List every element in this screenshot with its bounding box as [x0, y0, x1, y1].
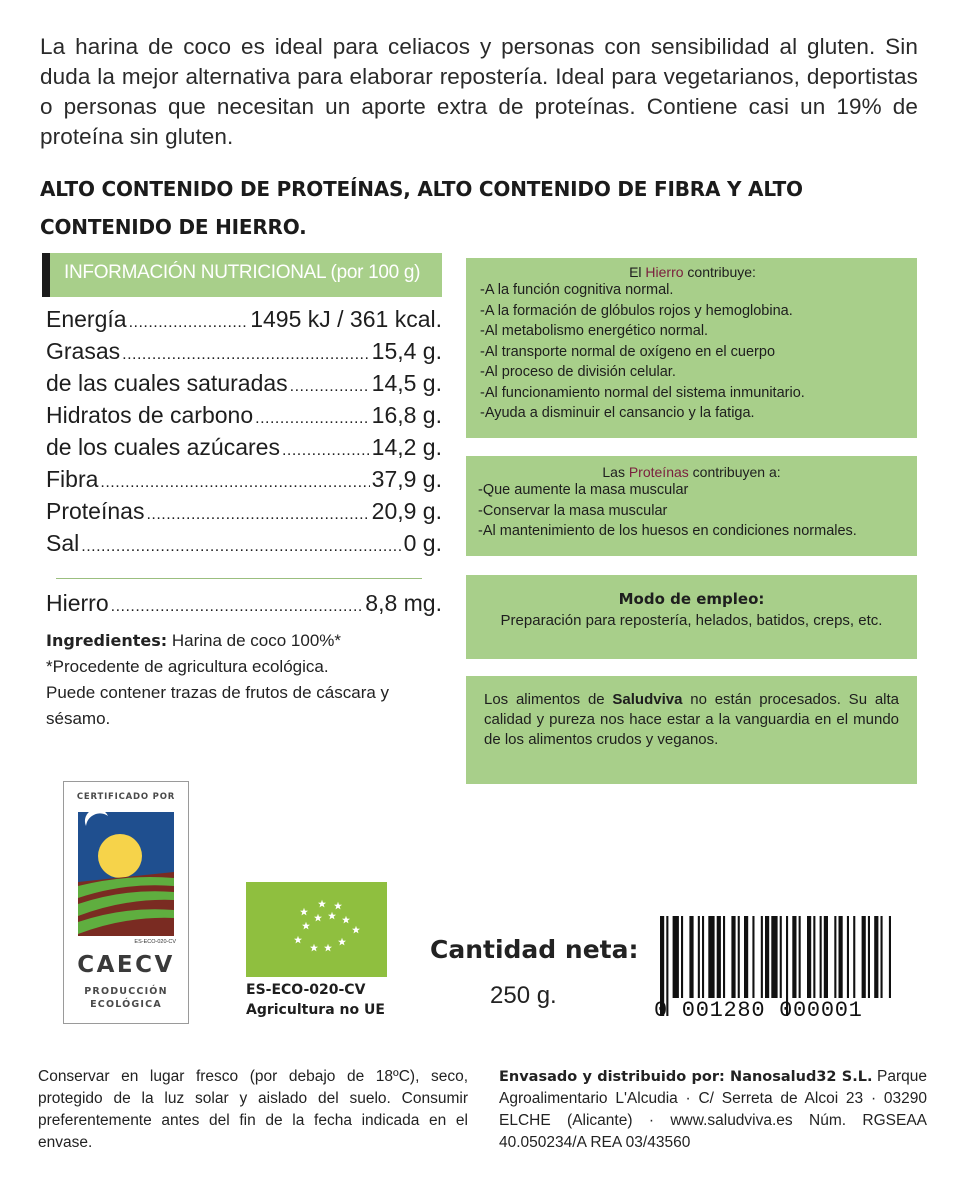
saludviva-post: no están procesados. Su alta calidad y pureza nos hace estar a la vanguardia en el mundo de los alimentos crudos y veganos. [484, 691, 899, 748]
saludviva-pre: Los alimentos de [484, 691, 613, 708]
nutrition-row [46, 402, 442, 434]
saludviva-brand: Saludviva [612, 691, 683, 708]
iron-benefits-box [466, 258, 917, 438]
title-pre: Las [602, 464, 629, 480]
packer-info [499, 1066, 927, 1154]
protein-benefits-box [466, 456, 917, 556]
nutrient-value: 15,4 g. [371, 338, 442, 364]
title-post: contribuyen a: [688, 464, 781, 480]
leader-dots [100, 474, 369, 492]
eu-origin: Agricultura no UE [246, 1002, 385, 1018]
nutrient-value: 20,9 g. [371, 498, 442, 524]
nutrient-label: Hierro [46, 590, 109, 616]
title-post: contribuye: [683, 264, 756, 280]
nutrient-label: Fibra [46, 466, 99, 492]
eu-organic-leaf-logo [246, 882, 387, 977]
ingredients-text: Harina de coco 100%* [167, 631, 342, 650]
health-claims: ALTO CONTENIDO DE PROTEÍNAS, ALTO CONTENIDO DE FIBRA Y ALTO CONTENIDO DE HIERRO. [40, 177, 803, 239]
leader-dots [255, 410, 370, 428]
leader-dots [122, 346, 370, 364]
nutrient-value: 8,8 mg. [365, 590, 442, 616]
list-item: -Al mantenimiento de los huesos en condiciones normales. [478, 523, 857, 539]
nutrition-row [46, 466, 442, 498]
packer-text: Parque Agroalimentario L'Alcudia · C/ Serreta de Alcoi 23 · 03290 ELCHE (Alicante) · www.saludviva.es Núm. RGSEAA 40.050234/A REA 03/43560 [499, 1068, 928, 1151]
prod-line-2: ECOLÓGICA [90, 999, 162, 1010]
nutrient-label: Energía [46, 306, 127, 332]
eu-code: ES-ECO-020-CV [246, 982, 366, 998]
nutrient-value: 37,9 g. [371, 466, 442, 492]
caecv-certification-logo [63, 781, 189, 1024]
nutrient-label: Proteínas [46, 498, 145, 524]
list-item: -A la función cognitiva normal. [480, 282, 674, 298]
list-item: -Al proceso de división celular. [480, 364, 676, 380]
leader-dots [290, 378, 370, 396]
nutrient-label: Grasas [46, 338, 121, 364]
leader-dots [282, 442, 370, 460]
list-item: -Al transporte normal de oxígeno en el cuerpo [480, 343, 776, 360]
title-pre: El [629, 264, 646, 280]
ingredients-label: Ingredientes: [46, 631, 168, 650]
net-quantity-value: 250 g. [490, 982, 557, 1009]
nutrient-value: 1495 kJ / 361 kcal. [250, 306, 442, 332]
nutrition-row [46, 338, 442, 370]
packer-label: Envasado y distribuido por: Nanosalud32 S.L. [499, 1069, 873, 1085]
nutrition-divider [56, 578, 422, 579]
allergen-note: Puede contener trazas de frutos de cáscara y sésamo. [46, 683, 390, 728]
nutrition-row [46, 370, 442, 402]
nutrition-row [46, 498, 442, 530]
nutrient-value: 14,5 g. [371, 370, 442, 396]
leader-dots [81, 538, 401, 556]
net-quantity-label: Cantidad neta: [430, 935, 639, 964]
nutrient-value: 16,8 g. [371, 402, 442, 428]
ingredients-line [46, 628, 446, 654]
list-item: -Ayuda a disminuir el cansancio y la fatiga. [480, 405, 755, 421]
certified-by-label: CERTIFICADO POR [76, 792, 176, 802]
leader-dots [129, 314, 249, 332]
caecv-code: ES-ECO-020-CV [134, 939, 176, 945]
nutrient-label: de las cuales saturadas [46, 370, 288, 396]
caecv-landscape-icon [78, 812, 174, 936]
list-item: -A la formación de glóbulos rojos y hemoglobina. [480, 302, 793, 319]
list-item: -Conservar la masa muscular [478, 502, 668, 519]
title-highlight: Proteínas [628, 464, 689, 480]
nutrition-header-label: INFORMACIÓN NUTRICIONAL (por 100 g) [64, 262, 421, 283]
iron-row [46, 590, 442, 622]
nutrition-row [46, 434, 442, 466]
iron-box-title [480, 264, 905, 280]
saludviva-box [466, 676, 917, 784]
usage-title: Modo de empleo: [618, 590, 765, 608]
intro-paragraph: La harina de coco es ideal para celiacos y personas con sensibilidad al gluten. Sin duda la mejor alternativa para elaborar repostería. Ideal para vegetarianos, deportistas o personas que necesitan un aporte extra de proteínas. Contiene casi un 19% de proteína sin gluten. [40, 34, 918, 149]
leader-dots [146, 506, 369, 524]
protein-box-title [478, 464, 905, 480]
eu-star-leaf-icon [246, 882, 387, 977]
nutrient-value: 14,2 g. [371, 434, 442, 460]
caecv-production-label [64, 985, 188, 1011]
list-item: -Al funcionamiento normal del sistema inmunitario. [480, 384, 805, 401]
nutrition-row [46, 530, 442, 562]
list-item: -Que aumente la masa muscular [478, 482, 689, 498]
usage-text: Preparación para repostería, helados, batidos, creps, etc. [500, 612, 883, 629]
nutrient-value: 0 g. [403, 530, 442, 556]
eu-control-code [246, 980, 385, 1020]
nutrition-header [42, 253, 442, 297]
nutrient-label: Sal [46, 530, 80, 556]
leader-dots [111, 598, 364, 616]
ingredients-block [46, 628, 446, 732]
ingredients-note: *Procedente de agricultura ecológica. [46, 657, 329, 676]
barcode-number: 0 001280 000001 [654, 998, 863, 1023]
usage-box [466, 575, 917, 659]
title-highlight: Hierro [645, 264, 684, 280]
nutrient-label: Hidratos de carbono [46, 402, 254, 428]
storage-instructions: Conservar en lugar fresco (por debajo de 18ºC), seco, protegido de la luz solar y aislado del suelo. Consumir preferentemente antes del fin de la fecha indicada en el envase. [38, 1068, 468, 1151]
prod-line-1: PRODUCCIÓN [84, 986, 168, 997]
nutrition-row [46, 306, 442, 338]
nutrient-label: de los cuales azúcares [46, 434, 280, 460]
list-item: -Al metabolismo energético normal. [480, 323, 709, 339]
caecv-brand: CAECV [77, 952, 175, 978]
